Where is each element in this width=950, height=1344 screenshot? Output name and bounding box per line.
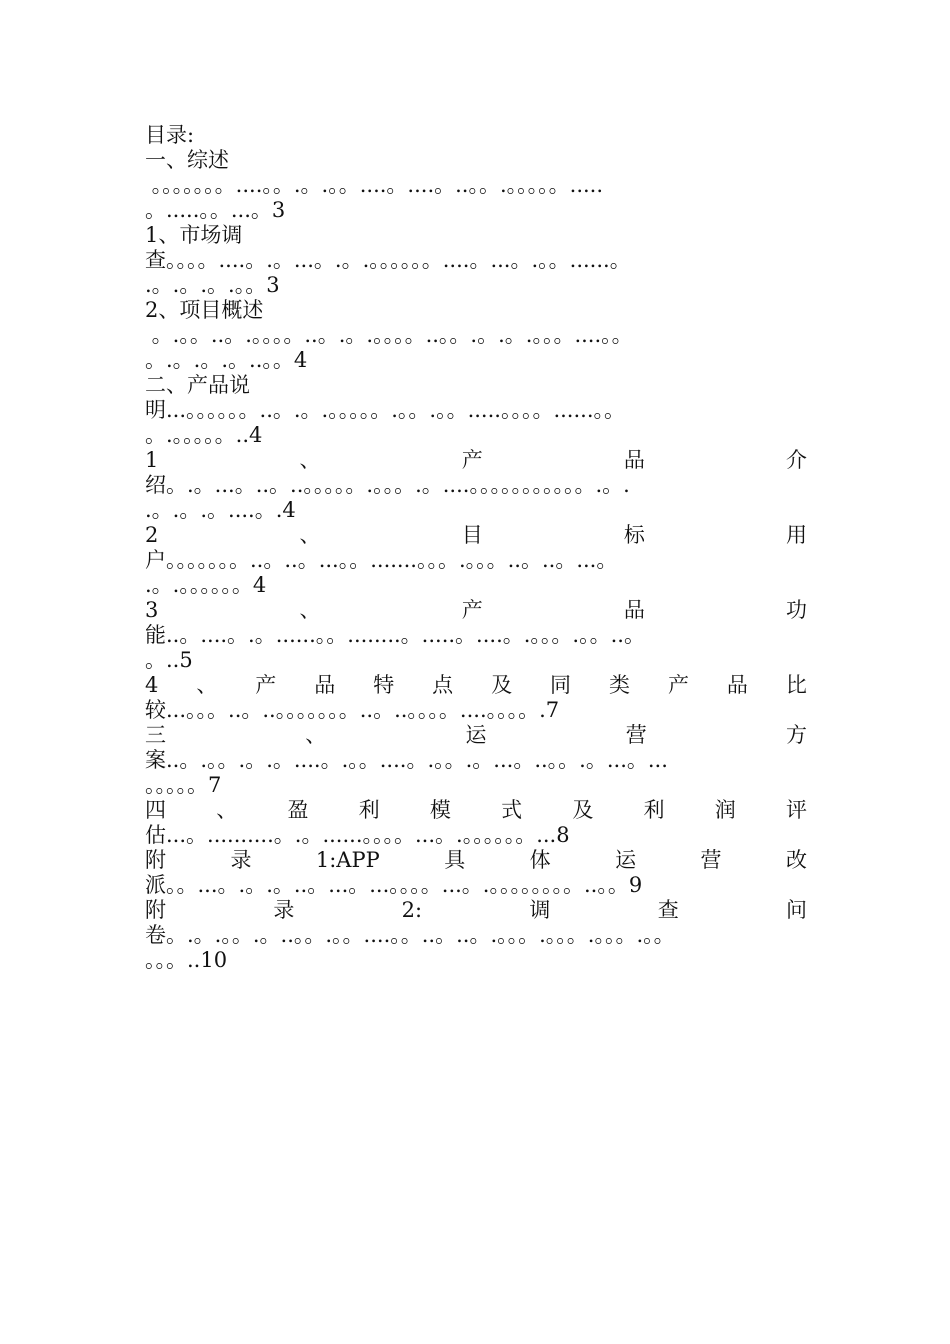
toc-title-part: 标 bbox=[623, 523, 645, 547]
toc-entry-title[interactable]: 二、产品说 bbox=[145, 373, 250, 397]
toc-leader-dots: 案..。.。。.。.。....。.。。....。.。。.。...。..。。.。...。... bbox=[145, 748, 668, 772]
toc-leader-dots-page: 。.....。。...。3 bbox=[145, 198, 286, 222]
toc-title-part: 润 bbox=[714, 798, 736, 822]
toc-title-part: 查 bbox=[657, 898, 679, 922]
toc-title-part: 点 bbox=[432, 673, 454, 697]
toc-entry-title-justified[interactable] bbox=[145, 898, 807, 923]
toc-entry-title-justified[interactable] bbox=[145, 598, 807, 623]
toc-title-part: 及 bbox=[491, 673, 513, 697]
toc-title-part: 品 bbox=[623, 448, 645, 472]
toc-title-part: 同 bbox=[550, 673, 572, 697]
toc-title-part: 特 bbox=[373, 673, 395, 697]
toc-title: 目录: bbox=[145, 123, 195, 147]
toc-title-part: 利 bbox=[358, 798, 380, 822]
toc-title-part: 四 bbox=[145, 798, 166, 822]
toc-entry-title[interactable]: 1、市场调 bbox=[145, 223, 243, 247]
toc-title-part: 1:APP bbox=[315, 848, 380, 872]
toc-entry-title-justified[interactable] bbox=[145, 798, 807, 823]
toc-title-part: 3 bbox=[145, 598, 159, 622]
toc-title-part: 式 bbox=[501, 798, 523, 822]
toc-entry-title[interactable]: 2、项目概述 bbox=[145, 298, 264, 322]
toc-leader-dots: 。.。。..。.。。。。..。.。.。。。。..。。.。.。.。。。....。。 bbox=[145, 323, 633, 347]
toc-title-part: 用 bbox=[786, 523, 807, 547]
toc-title-part: 、 bbox=[216, 798, 238, 822]
toc-title-part: 、 bbox=[299, 448, 321, 472]
toc-leader-dots-page: 较...。。。..。..。。。。。。。..。..。。。。....。。。。.7 bbox=[145, 698, 560, 722]
toc-entry-title-justified[interactable] bbox=[145, 673, 807, 698]
toc-leader-dots-page: .。.。。。。。。4 bbox=[145, 573, 267, 597]
toc-leader-dots: 明...。。。。。。..。.。.。。。。。.。。.。。.....。。。。......。。 bbox=[145, 398, 626, 422]
toc-title-part: 三 bbox=[145, 723, 166, 747]
toc-entry-title-justified[interactable] bbox=[145, 848, 807, 873]
toc-title-part: 运 bbox=[465, 723, 487, 747]
toc-title-part: 具 bbox=[444, 848, 466, 872]
toc-title-part: 模 bbox=[429, 798, 451, 822]
toc-title-part: 盈 bbox=[287, 798, 309, 822]
toc-title-part: 、 bbox=[196, 673, 218, 697]
toc-title-part: 录 bbox=[273, 898, 295, 922]
toc-leader-dots-page: 。。。。。7 bbox=[145, 773, 222, 797]
toc-title-part: 目 bbox=[461, 523, 483, 547]
table-of-contents bbox=[145, 123, 807, 973]
toc-leader-dots: 。。。。。。。....。。.。.。。....。....。..。。.。。。。。..... bbox=[145, 173, 604, 197]
toc-title-part: 录 bbox=[230, 848, 252, 872]
toc-leader-dots-page: 估...。..........。.。......。。。。...。.。。。。。。...8 bbox=[145, 823, 570, 847]
toc-title-part: 体 bbox=[529, 848, 551, 872]
toc-title-part: 调 bbox=[529, 898, 551, 922]
toc-title-part: 利 bbox=[643, 798, 665, 822]
toc-title-part: 、 bbox=[299, 523, 321, 547]
toc-title-part: 产 bbox=[667, 673, 689, 697]
toc-title-part: 评 bbox=[785, 798, 807, 822]
toc-entry-title[interactable]: 一、综述 bbox=[145, 148, 229, 172]
toc-title-part: 1 bbox=[145, 448, 159, 472]
toc-entry-title-justified[interactable] bbox=[145, 448, 807, 473]
toc-leader-dots-page: .。.。.。....。.4 bbox=[145, 498, 296, 522]
toc-title-part: 运 bbox=[615, 848, 637, 872]
toc-title-part: 附 bbox=[145, 898, 166, 922]
toc-title-part: 品 bbox=[314, 673, 336, 697]
toc-leader-dots-page: 。..5 bbox=[145, 648, 193, 672]
toc-leader-dots-page: 。.。.。.。..。。4 bbox=[145, 348, 308, 372]
toc-title-part: 比 bbox=[785, 673, 807, 697]
toc-title-part: 营 bbox=[700, 848, 722, 872]
toc-leader-dots: 能..。....。.。......。。........。.....。....。.。。。.。。..。 bbox=[145, 623, 645, 647]
toc-title-part: 2: bbox=[401, 898, 423, 922]
toc-title-part: 附 bbox=[145, 848, 166, 872]
toc-title-part: 及 bbox=[572, 798, 594, 822]
toc-title-part: 介 bbox=[786, 448, 807, 472]
toc-title-part: 4 bbox=[145, 673, 159, 697]
toc-title-part: 营 bbox=[625, 723, 647, 747]
toc-leader-dots: 户。。。。。。。..。..。...。。.......。。。.。。。..。..。...。 bbox=[145, 548, 618, 572]
toc-entry-title-justified[interactable] bbox=[145, 723, 807, 748]
toc-title-part: 2 bbox=[145, 523, 159, 547]
toc-title-part: 、 bbox=[299, 598, 321, 622]
toc-title-part: 改 bbox=[785, 848, 807, 872]
toc-leader-dots-page: .。.。.。.。。3 bbox=[145, 273, 280, 297]
toc-leader-dots: 查。。。。....。.。...。.。.。。。。。。....。...。.。。......。 bbox=[145, 248, 631, 272]
toc-leader-dots-page: 派。。...。.。.。..。...。...。。。。...。.。。。。。。。。..。。9 bbox=[145, 873, 643, 897]
toc-title-part: 产 bbox=[461, 448, 483, 472]
toc-leader-dots: 绍。.。...。..。..。。。。。.。。。.。....。。。。。。。。。。。.。. bbox=[145, 473, 630, 497]
toc-leader-dots-page: 。.。。。。。..4 bbox=[145, 423, 263, 447]
toc-entry-title-justified[interactable] bbox=[145, 523, 807, 548]
toc-title-part: 类 bbox=[609, 673, 630, 697]
toc-title-part: 品 bbox=[623, 598, 645, 622]
toc-title-part: 方 bbox=[786, 723, 807, 747]
toc-leader-dots: 卷。.。.。。.。..。。.。。....。。..。..。.。。。.。。。.。。。.。。 bbox=[145, 923, 675, 947]
toc-title-part: 产 bbox=[461, 598, 483, 622]
toc-title-part: 、 bbox=[305, 723, 327, 747]
toc-title-part: 功 bbox=[786, 598, 807, 622]
toc-title-part: 品 bbox=[726, 673, 748, 697]
toc-title-part: 产 bbox=[255, 673, 277, 697]
toc-title-part: 问 bbox=[786, 898, 807, 922]
toc-leader-dots-page: 。。。..10 bbox=[145, 948, 228, 972]
